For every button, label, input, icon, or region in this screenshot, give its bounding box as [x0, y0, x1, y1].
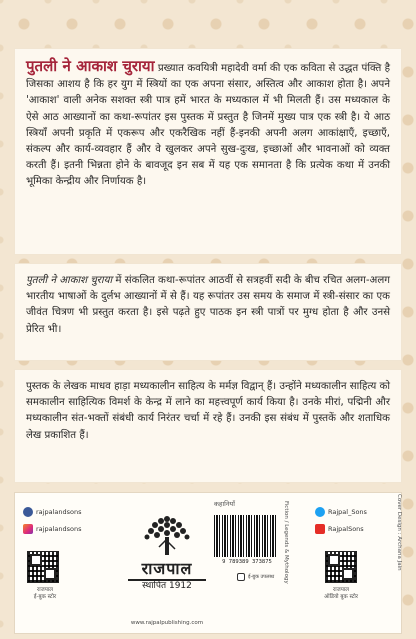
facebook-handle[interactable]: rajpalandsons	[23, 507, 81, 517]
established-year: स्थापित 1912	[142, 581, 192, 591]
instagram-icon	[23, 524, 33, 534]
isbn-number: 9 789389 373875	[222, 559, 272, 565]
blurb-paragraph-1	[14, 48, 402, 255]
blurb-paragraph-2	[14, 263, 402, 361]
ebook-qr-code	[27, 551, 59, 583]
publisher-footer	[14, 492, 402, 634]
blurb-text-2: में संकलित कथा-रूपांतर आठवीं से सत्रहवीं सदी के बीच रचित अलग-अलग भारतीय भाषाओं के दुर्लभ आख्यानों में से हैं। यह रूपांतर उस समय के समाज में स्त्री-संसार का एक जीवंत चित्रण भी प्रस्तुत करता है। इसे पढ़ते हुए पाठक इन स्त्री पात्रों पर मुग्ध होता है और उनसे प्रेरित भी।	[26, 275, 390, 335]
isbn-barcode	[214, 515, 276, 557]
ebook-available: ई-बुक उपलब्ध	[237, 573, 274, 581]
twitter-handle[interactable]: Rajpal_Sons	[315, 507, 367, 517]
publisher-tree-logo-icon	[141, 513, 193, 555]
instagram-handle[interactable]: rajpalandsons	[23, 524, 81, 534]
ebook-qr-caption: राजपाल ई-बुक स्टोर	[33, 587, 57, 600]
cover-design-credit: Cover Design : Archana Jain	[396, 494, 402, 571]
author-bio	[14, 369, 402, 483]
author-bio-text: पुस्तक के लेखक माधव हाड़ा मध्यकालीन साहित्य के मर्मज्ञ विद्वान् हैं। उन्होंने मध्यकालीन साहित्य को समकालीन साहित्यिक विमर्श के केन्द्र में लाने का महत्त्वपूर्ण कार्य किया है। उनके मीरां, पद्मिनी और मध्यकालीन संत-भक्तों संबंधी कार्य निरंतर चर्चा में रहे हैं। उनकी इस संबंध में पुस्तकें और शताधिक लेख प्रकाशित हैं।	[26, 381, 390, 441]
youtube-handle[interactable]: RajpalSons	[315, 524, 364, 534]
publisher-name: राजपाल	[128, 557, 206, 581]
category-vertical: Fiction / Legends & Mythology	[283, 501, 289, 584]
genre-label: कहानियाँ	[214, 500, 235, 508]
audiobook-qr-code	[325, 551, 357, 583]
book-title-italic: पुतली ने आकाश चुराया	[26, 275, 113, 286]
blurb-text-1: प्रख्यात कवयित्री महादेवी वर्मा की एक कविता से उद्धत पंक्ति है जिसका आशय है कि हर युग में स्त्रियों का एक अपना संसार, अस्तित्व और आकाश होता है। अपने 'आकाश' वाली अनेक सशक्त स्त्री पात्र हमें भारत के मध्यकाल में भी मिलती हैं। उस मध्यकाल के ऐसे आठ आख्यानों का कथा-रूपांतर इस पुस्तक में प्रस्तुत है जिनमें मुख्य पात्र एक स्त्री है। ये आठ स्त्रियाँ अपनी प्रकृति में एकरूप और एकरैखिक नहीं हैं-इनकी अपनी अलग आकांक्षाएँ, इच्छाएँ, संकल्प और कार्य-व्यवहार हैं और वे खुलकर अपने सुख-दुःख, इच्छाओं और भावनाओं को व्यक्त करती हैं। इतनी भिन्नता होने के बावजूद इन सब में यह एक समानता है कि प्रत्येक कथा में उनकी भूमिका केन्द्रीय और निर्णायक है।	[26, 63, 391, 188]
ebook-icon	[237, 573, 245, 581]
book-title-inline: पुतली ने आकाश चुराया	[26, 57, 155, 75]
publisher-website[interactable]: www.rajpalpublishing.com	[130, 620, 204, 626]
twitter-icon	[315, 507, 325, 517]
facebook-icon	[23, 507, 33, 517]
youtube-icon	[315, 524, 325, 534]
audiobook-qr-caption: राजपाल ऑडियो बुक स्टोर	[323, 587, 359, 600]
